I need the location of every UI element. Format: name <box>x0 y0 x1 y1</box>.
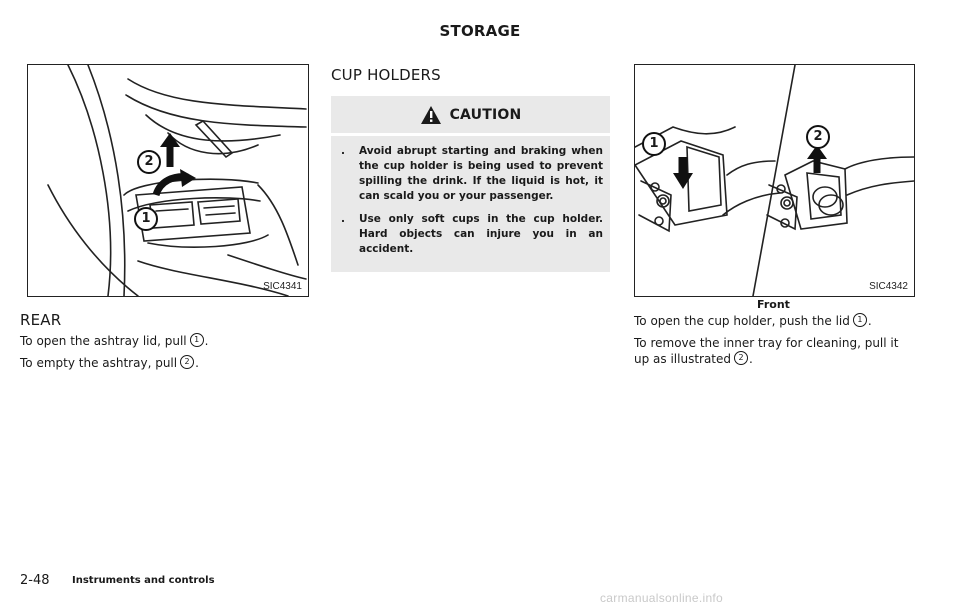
rear-line-1-text: To open the ashtray lid, pull <box>20 334 187 348</box>
figure-caption: Front <box>757 298 790 311</box>
cup-holders-heading: CUP HOLDERS <box>331 66 441 84</box>
callout-2-number: 2 <box>144 154 154 169</box>
right-line-2-text: To remove the inner tray for cleaning, pull it up as illustrated <box>634 336 899 366</box>
ashtray-illustration <box>28 65 308 296</box>
callout-1-number: 1 <box>649 136 659 151</box>
watermark: carmanualsonline.info <box>600 591 724 605</box>
rear-heading: REAR <box>20 311 62 329</box>
bullet: . <box>341 213 345 225</box>
figure-code: SIC4341 <box>263 281 302 292</box>
caution-label: CAUTION <box>449 106 522 123</box>
rear-line-2-text: To empty the ashtray, pull <box>20 356 178 370</box>
warning-icon <box>420 105 442 125</box>
caution-item-text: Avoid abrupt starting and braking when the cup holder is being used to prevent spilling the drink. If the liquid is hot, it can scald you or your passenger. <box>359 145 603 202</box>
figure-code: SIC4342 <box>869 281 908 292</box>
rear-line-1-end: . <box>204 334 209 348</box>
ref-2-badge: 2 <box>180 355 194 369</box>
callout-2-circle <box>137 150 161 174</box>
callout-1-circle <box>642 132 666 156</box>
callout-2-circle <box>806 125 830 149</box>
callout-2-number: 2 <box>813 129 823 144</box>
caution-item <box>341 212 603 257</box>
caution-item <box>341 144 603 204</box>
callout-1-circle <box>134 207 158 231</box>
chapter-title: Instruments and controls <box>72 575 215 586</box>
caution-header <box>331 96 610 136</box>
page-number: 2-48 <box>20 573 50 588</box>
callout-1-number: 1 <box>141 211 151 226</box>
ref-1-badge: 1 <box>190 333 204 347</box>
rear-line-2-end: . <box>195 356 199 370</box>
rear-line-2 <box>20 355 310 371</box>
section-title: STORAGE <box>439 22 521 40</box>
bullet: . <box>341 145 345 157</box>
right-line-1-end: . <box>867 314 872 328</box>
caution-item-text: Use only soft cups in the cup holder. Hard objects can injure you in an accident. <box>359 213 603 255</box>
right-line-1-text: To open the cup holder, push the lid <box>634 314 850 328</box>
ref-1-badge: 1 <box>853 313 867 327</box>
caution-box <box>331 96 610 272</box>
ref-2-badge: 2 <box>734 351 748 365</box>
ashtray-figure <box>27 64 309 297</box>
cup-holder-illustration <box>635 65 914 296</box>
cup-holder-figure <box>634 64 915 297</box>
right-line-2-end: . <box>749 352 753 366</box>
caution-list <box>341 144 603 265</box>
right-line-2 <box>634 335 916 367</box>
rear-line-1 <box>20 333 310 349</box>
right-line-1 <box>634 313 916 329</box>
